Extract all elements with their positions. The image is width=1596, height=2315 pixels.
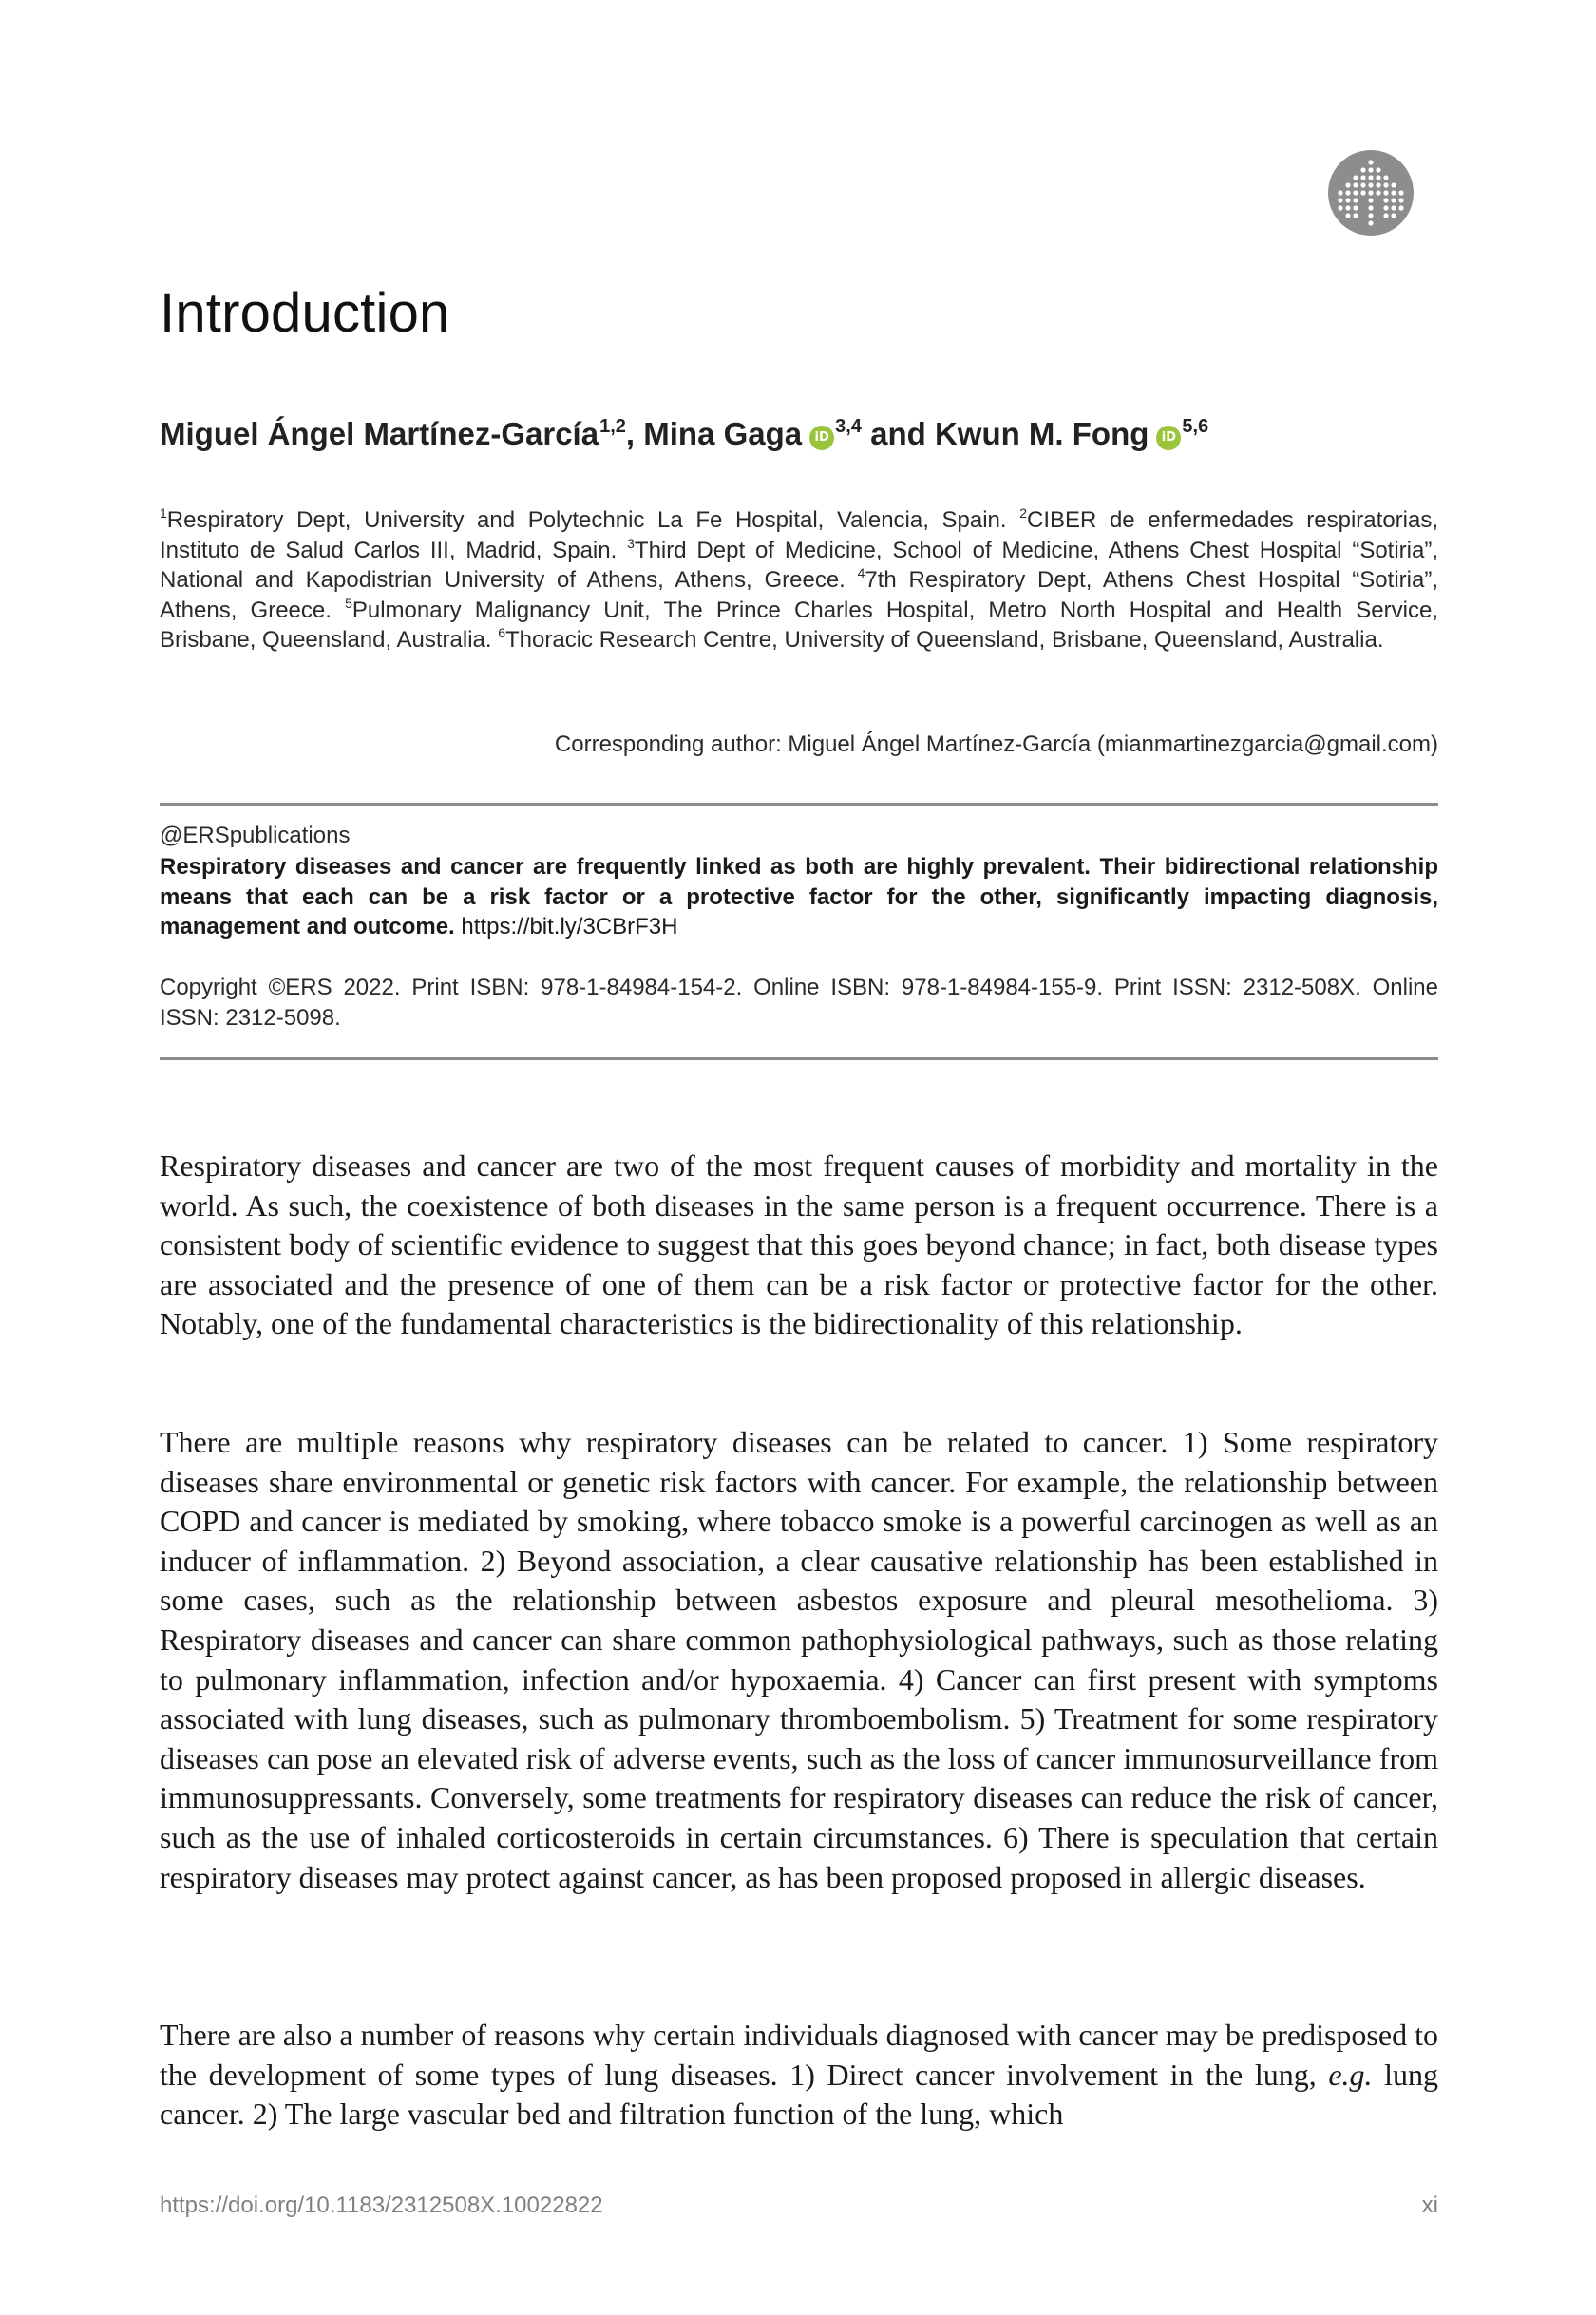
body-text: There are also a number of reasons why certain individuals diagnosed with cancer may be predisposed to the development of some types of lung diseases. 1) Direct cancer involvement in the lung,: [160, 2018, 1438, 2092]
affiliation-marker: 3: [627, 535, 635, 551]
doi-link[interactable]: https://doi.org/10.1183/2312508X.10022822: [160, 2192, 603, 2218]
author-name: Miguel Ángel Martínez-García: [160, 416, 599, 451]
affiliation-text: Pulmonary Malignancy Unit, The Prince Charles Hospital, Metro North Hospital and Health Service, Brisbane, Queensland, Australia.: [160, 597, 1438, 653]
page-number: xi: [1421, 2192, 1438, 2218]
body-emphasis: e.g.: [1328, 2057, 1373, 2092]
affiliation-text: Thoracic Research Centre, University of Queensland, Brisbane, Queensland, Australia.: [505, 627, 1384, 653]
author-separator: ,: [625, 416, 644, 451]
affiliation-marker: 2: [1019, 505, 1027, 521]
corresponding-author: Corresponding author: Miguel Ángel Martínez-García (mianmartinezgarcia@gmail.com): [554, 731, 1438, 757]
orcid-icon[interactable]: iD: [1156, 426, 1181, 450]
author-separator: and: [861, 416, 935, 451]
author-list: [160, 416, 1208, 452]
author-affiliation-marker: 3,4: [835, 416, 862, 437]
body-paragraph: [160, 2016, 1438, 2135]
tweet-link[interactable]: https://bit.ly/3CBrF3H: [461, 914, 678, 939]
affiliation-text: Third Dept of Medicine, School of Medicine, Athens Chest Hospital “Sotiria”, National and Kapodistrian University of Athens, Athens, Greece.: [160, 537, 1438, 593]
tweet-text: Respiratory diseases and cancer are frequently linked as both are highly prevalent. Their bidirectional relationship means that each can be a risk factor or a protective factor for the other, significantly impacting diagnosis, management and outcome.: [160, 854, 1438, 939]
copyright-notice: Copyright ©ERS 2022. Print ISBN: 978-1-84984-154-2. Online ISBN: 978-1-84984-155-9. Print ISSN: 2312-508X. Online ISSN: 2312-5098.: [160, 975, 1438, 1031]
author-name: Mina Gaga: [643, 416, 803, 451]
affiliations: [160, 505, 1438, 655]
affiliation-marker: 4: [857, 565, 865, 580]
body-text: lung cancer. 2) The large vascular bed and filtration function of the lung, which: [160, 2057, 1439, 2132]
author-name: Kwun M. Fong: [934, 416, 1150, 451]
affiliation-text: Respiratory Dept, University and Polytechnic La Fe Hospital, Valencia, Spain.: [166, 507, 1020, 533]
body-paragraph: There are multiple reasons why respiratory diseases can be related to cancer. 1) Some respiratory diseases share environmental or genetic risk factors with cancer. For example, the relationship between COPD and cancer is mediated by smoking, where tobacco smoke is a powerful carcinogen as well as an inducer of inflammation. 2) Beyond association, a clear causative relationship has been established in some cases, such as the relationship between asbestos exposure and pleural mesothelioma. 3) Respiratory diseases and cancer can share common pathophysiological pathways, such as those relating to pulmonary inflammation, infection and/or hypoxaemia. 4) Cancer can first present with symptoms associated with lung diseases, such as pulmonary thromboembolism. 5) Treatment for some respiratory diseases can pose an elevated risk of adverse events, such as the loss of cancer immunosurveillance from immunosuppressants. Conversely, some treatments for respiratory diseases can reduce the risk of cancer, such as the use of inhaled corticosteroids in certain circumstances. 6) There is speculation that certain respiratory diseases may protect against cancer, as has been proposed proposed in allergic diseases.: [160, 1425, 1438, 1894]
divider: [160, 1057, 1438, 1060]
affiliation-marker: 1: [160, 505, 167, 521]
lung-dots-icon: [1328, 150, 1414, 236]
author-affiliation-marker: 1,2: [599, 416, 626, 437]
orcid-icon[interactable]: iD: [809, 426, 834, 450]
twitter-handle: @ERSpublications: [160, 823, 351, 848]
affiliation-text: CIBER de enfermedades respiratorias, Instituto de Salud Carlos III, Madrid, Spain.: [160, 507, 1439, 563]
divider: [160, 803, 1438, 806]
tweetable-abstract: [160, 852, 1438, 942]
ers-logo-icon: [1328, 150, 1414, 236]
affiliation-text: 7th Respiratory Dept, Athens Chest Hospital “Sotiria”, Athens, Greece.: [160, 567, 1438, 623]
affiliation-marker: 6: [498, 625, 506, 640]
affiliation-marker: 5: [345, 595, 352, 611]
page-title: Introduction: [160, 282, 450, 344]
author-affiliation-marker: 5,6: [1182, 416, 1209, 437]
body-paragraph: Respiratory diseases and cancer are two of the most frequent causes of morbidity and mortality in the world. As such, the coexistence of both diseases in the same person is a frequent occurrence. There is a consistent body of scientific evidence to suggest that this goes beyond chance; in fact, both disease types are associated and the presence of one of them can be a risk factor or protective factor for the other. Notably, one of the fundamental characteristics is the bidirectionality of this relationship.: [160, 1148, 1438, 1341]
